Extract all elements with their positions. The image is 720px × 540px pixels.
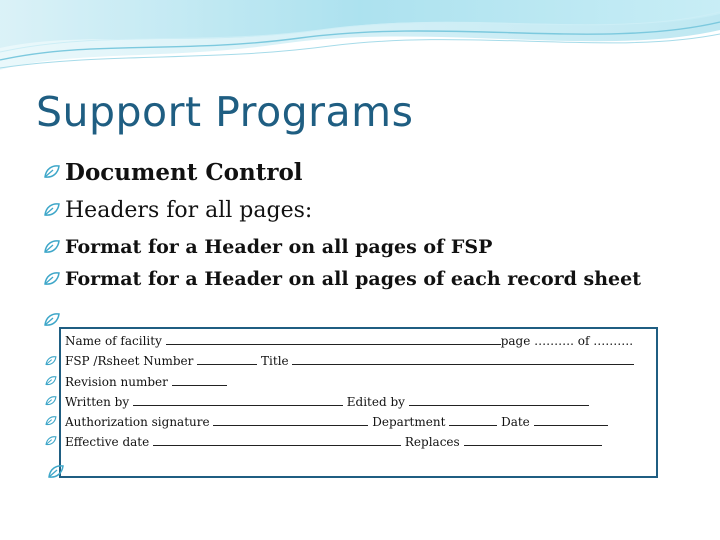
form-label: Department xyxy=(372,415,446,429)
bullet-format-fsp xyxy=(42,233,492,261)
form-line-effective xyxy=(65,433,602,451)
form-line-number-title xyxy=(65,352,634,370)
form-line-written-edited xyxy=(65,393,589,411)
form-label: Replaces xyxy=(404,435,460,449)
form-label: Date xyxy=(501,415,530,429)
leaf-bullet-icon xyxy=(42,269,62,289)
leaf-bullet-icon xyxy=(44,354,58,368)
bullet-text: Format for a Header on all pages of FSP xyxy=(65,236,493,258)
form-line-facility xyxy=(65,332,633,350)
leaf-bullet-icon xyxy=(44,434,58,448)
leaf-bullet-icon xyxy=(44,374,58,388)
blank-line xyxy=(133,394,343,406)
blank-line xyxy=(292,353,634,365)
form-label: Edited by xyxy=(346,395,405,409)
slide-title: Support Programs xyxy=(36,88,414,136)
blank-line xyxy=(166,333,501,345)
blank-line xyxy=(172,374,227,386)
bullet-text: Document Control xyxy=(65,158,303,186)
leaf-bullet-icon xyxy=(42,237,62,257)
blank-line xyxy=(464,434,602,446)
header-wave-decoration xyxy=(0,0,720,80)
bullet-format-record-sheet xyxy=(42,265,641,293)
bullet-document-control xyxy=(42,158,303,186)
form-line-authorization xyxy=(65,413,608,431)
form-label: Name of facility xyxy=(65,334,162,348)
leaf-bullet-icon xyxy=(42,200,62,220)
blank-line xyxy=(409,394,589,406)
form-label: Written by xyxy=(65,395,130,409)
leaf-bullet-icon xyxy=(44,414,58,428)
leaf-bullet-icon xyxy=(44,394,58,408)
form-label: Authorization signature xyxy=(65,415,210,429)
blank-line xyxy=(534,414,608,426)
bullet-text: Format for a Header on all pages of each record sheet xyxy=(65,268,642,290)
form-label: FSP /Rsheet Number xyxy=(65,354,194,368)
form-label: Revision number xyxy=(65,375,168,389)
form-label: page ………. of ………. xyxy=(500,334,634,348)
blank-line xyxy=(213,414,368,426)
form-label: Title xyxy=(261,354,289,368)
bullet-headers-all-pages xyxy=(42,196,312,224)
leaf-bullet-icon xyxy=(46,462,66,482)
leaf-bullet-icon xyxy=(42,162,62,182)
form-label: Effective date xyxy=(65,435,150,449)
blank-line xyxy=(197,353,257,365)
blank-line xyxy=(153,434,401,446)
bullet-text: Headers for all pages: xyxy=(65,197,313,223)
blank-line xyxy=(449,414,497,426)
form-line-revision xyxy=(65,373,227,391)
